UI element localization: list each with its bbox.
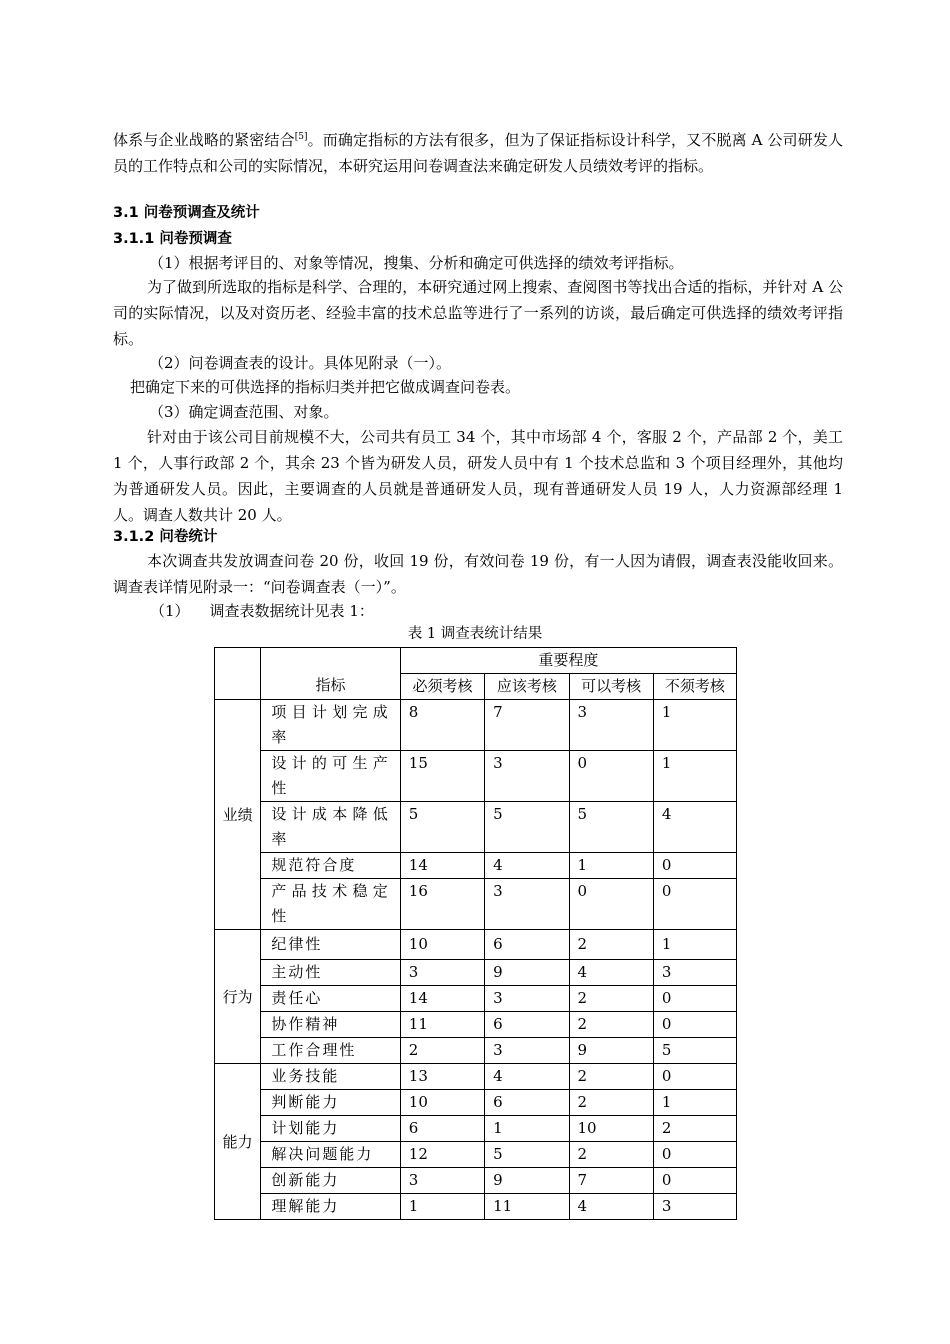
category-performance: 业绩 xyxy=(215,700,261,930)
value-cell: 4 xyxy=(569,1194,653,1220)
table-ref-text: 调查表数据统计见表 1： xyxy=(209,602,374,620)
table-row xyxy=(215,1038,737,1064)
indicator-cell: 纪律性 xyxy=(261,930,400,960)
value-cell: 3 xyxy=(485,751,569,802)
table-caption: 表 1 调查表统计结果 xyxy=(407,626,543,642)
indicator-cell: 规范符合度 xyxy=(261,853,400,879)
table-row xyxy=(215,802,737,853)
value-cell: 3 xyxy=(485,1038,569,1064)
value-cell: 0 xyxy=(653,1142,736,1168)
indicator-cell: 创新能力 xyxy=(261,1168,400,1194)
value-cell: 0 xyxy=(653,1168,736,1194)
table-row xyxy=(215,879,737,930)
value-cell: 4 xyxy=(485,853,569,879)
indicator-cell: 主动性 xyxy=(261,960,400,986)
value-cell: 6 xyxy=(485,1012,569,1038)
header-level-4: 不须考核 xyxy=(653,674,736,700)
paragraph-step-2: （2）问卷调查表的设计。具体见附录（一）。 xyxy=(149,354,452,372)
value-cell: 2 xyxy=(569,1142,653,1168)
value-cell: 11 xyxy=(400,1012,484,1038)
indicator-cell: 理解能力 xyxy=(261,1194,400,1220)
table-row xyxy=(215,960,737,986)
value-cell: 7 xyxy=(569,1168,653,1194)
value-cell: 1 xyxy=(653,700,736,751)
value-cell: 7 xyxy=(485,700,569,751)
value-cell: 10 xyxy=(569,1116,653,1142)
paragraph-table-ref xyxy=(150,598,550,624)
value-cell: 2 xyxy=(569,1064,653,1090)
header-level-2: 应该考核 xyxy=(485,674,569,700)
value-cell: 3 xyxy=(653,960,736,986)
heading-3-1-1: 3.1.1 问卷预调查 xyxy=(113,231,232,247)
value-cell: 6 xyxy=(485,930,569,960)
indicator-cell: 业务技能 xyxy=(261,1064,400,1090)
table-row xyxy=(215,751,737,802)
table-header-row-1 xyxy=(215,648,737,674)
table-row xyxy=(215,1194,737,1220)
header-category-cell xyxy=(215,648,261,700)
indicator-cell: 协作精神 xyxy=(261,1012,400,1038)
table-row xyxy=(215,1142,737,1168)
indicator-cell: 解决问题能力 xyxy=(261,1142,400,1168)
value-cell: 14 xyxy=(400,986,484,1012)
value-cell: 5 xyxy=(400,802,484,853)
table-row xyxy=(215,700,737,751)
value-cell: 15 xyxy=(400,751,484,802)
paragraph-step-3: （3）确定调查范围、对象。 xyxy=(149,403,339,421)
value-cell: 2 xyxy=(400,1038,484,1064)
value-cell: 9 xyxy=(485,1168,569,1194)
value-cell: 11 xyxy=(485,1194,569,1220)
value-cell: 0 xyxy=(653,986,736,1012)
table-row xyxy=(215,930,737,960)
heading-3-1-2: 3.1.2 问卷统计 xyxy=(113,529,218,545)
table-row xyxy=(215,986,737,1012)
statistics-table xyxy=(214,647,737,1220)
value-cell: 12 xyxy=(400,1142,484,1168)
value-cell: 3 xyxy=(569,700,653,751)
value-cell: 0 xyxy=(569,879,653,930)
indicator-cell: 设计的可生产性 xyxy=(261,751,400,802)
paragraph-survey-stats: 本次调查共发放调查问卷 20 份，收回 19 份，有效问卷 19 份，有一人因为请假，调查表没能收回来。调查表详情见附录一：“问卷调查表（一）”。 xyxy=(113,552,843,596)
value-cell: 3 xyxy=(400,960,484,986)
indicator-cell: 设计成本降低率 xyxy=(261,802,400,853)
value-cell: 2 xyxy=(569,1090,653,1116)
value-cell: 6 xyxy=(485,1090,569,1116)
paragraph-step-1: （1）根据考评目的、对象等情况，搜集、分析和确定可供选择的绩效考评指标。 xyxy=(149,254,684,272)
table-row xyxy=(215,853,737,879)
value-cell: 4 xyxy=(653,802,736,853)
indicator-cell: 产品技术稳定性 xyxy=(261,879,400,930)
value-cell: 4 xyxy=(569,960,653,986)
indicator-cell: 工作合理性 xyxy=(261,1038,400,1064)
value-cell: 0 xyxy=(569,751,653,802)
table-row xyxy=(215,1116,737,1142)
value-cell: 1 xyxy=(400,1194,484,1220)
value-cell: 4 xyxy=(485,1064,569,1090)
value-cell: 0 xyxy=(653,1064,736,1090)
value-cell: 3 xyxy=(653,1194,736,1220)
table-row xyxy=(215,1090,737,1116)
value-cell: 10 xyxy=(400,930,484,960)
value-cell: 10 xyxy=(400,1090,484,1116)
value-cell: 5 xyxy=(569,802,653,853)
value-cell: 3 xyxy=(400,1168,484,1194)
value-cell: 2 xyxy=(569,1012,653,1038)
indicator-cell: 责任心 xyxy=(261,986,400,1012)
value-cell: 1 xyxy=(653,751,736,802)
heading-3-1: 3.1 问卷预调查及统计 xyxy=(113,205,260,221)
indicator-cell: 计划能力 xyxy=(261,1116,400,1142)
value-cell: 2 xyxy=(569,930,653,960)
value-cell: 5 xyxy=(653,1038,736,1064)
value-cell: 16 xyxy=(400,879,484,930)
header-indicator: 指标 xyxy=(261,648,400,700)
value-cell: 6 xyxy=(400,1116,484,1142)
value-cell: 1 xyxy=(485,1116,569,1142)
value-cell: 5 xyxy=(485,1142,569,1168)
value-cell: 1 xyxy=(653,1090,736,1116)
header-importance: 重要程度 xyxy=(400,648,736,674)
value-cell: 0 xyxy=(653,1012,736,1038)
indicator-cell: 判断能力 xyxy=(261,1090,400,1116)
value-cell: 3 xyxy=(485,879,569,930)
category-ability: 能力 xyxy=(215,1064,261,1220)
table-row xyxy=(215,1168,737,1194)
paragraph-questionnaire: 把确定下来的可供选择的指标归类并把它做成调查问卷表。 xyxy=(130,378,521,396)
value-cell: 0 xyxy=(653,879,736,930)
item-number: （1） xyxy=(150,602,190,620)
citation-ref: [5] xyxy=(294,132,308,142)
value-cell: 2 xyxy=(569,986,653,1012)
intro-paragraph xyxy=(113,124,843,179)
value-cell: 5 xyxy=(485,802,569,853)
header-level-1: 必须考核 xyxy=(400,674,484,700)
value-cell: 0 xyxy=(653,853,736,879)
table-row xyxy=(215,1064,737,1090)
value-cell: 9 xyxy=(569,1038,653,1064)
value-cell: 9 xyxy=(485,960,569,986)
value-cell: 8 xyxy=(400,700,484,751)
value-cell: 2 xyxy=(653,1116,736,1142)
value-cell: 1 xyxy=(653,930,736,960)
paragraph-survey-scope: 针对由于该公司目前规模不大，公司共有员工 34 个，其中市场部 4 个，客服 2 个，产品部 2 个，美工 1 个，人事行政部 2 个，其余 23 个皆为研发人员，研发人员中有 1 个技术总监和 3 个项目经理外，其他均为普通研发人员。因此，主要调查的人员就是普通研发人员，现有普通研发人员 19 人，人力资源部经理 1 人。调查人数共计 20 人。 xyxy=(113,428,843,524)
indicator-cell: 项目计划完成率 xyxy=(261,700,400,751)
value-cell: 13 xyxy=(400,1064,484,1090)
value-cell: 1 xyxy=(569,853,653,879)
value-cell: 3 xyxy=(485,986,569,1012)
table-row xyxy=(215,1012,737,1038)
header-level-3: 可以考核 xyxy=(569,674,653,700)
category-behavior: 行为 xyxy=(215,930,261,1064)
intro-text-a: 体系与企业战略的紧密结合 xyxy=(113,131,295,149)
intro-text-b: 。而确定指标的方法有很多，但为了保证指标设计科学，又不脱离 A 公司研发人员的工作特点和公司的实际情况，本研究运用问卷调查法来确定研发人员绩效考评的指标。 xyxy=(113,131,843,175)
paragraph-indicator-selection: 为了做到所选取的指标是科学、合理的，本研究通过网上搜索、查阅图书等找出合适的指标，并针对 A 公司的实际情况，以及对资历老、经验丰富的技术总监等进行了一系列的访谈，最后确定可供选择的绩效考评指标。 xyxy=(113,278,843,348)
value-cell: 14 xyxy=(400,853,484,879)
